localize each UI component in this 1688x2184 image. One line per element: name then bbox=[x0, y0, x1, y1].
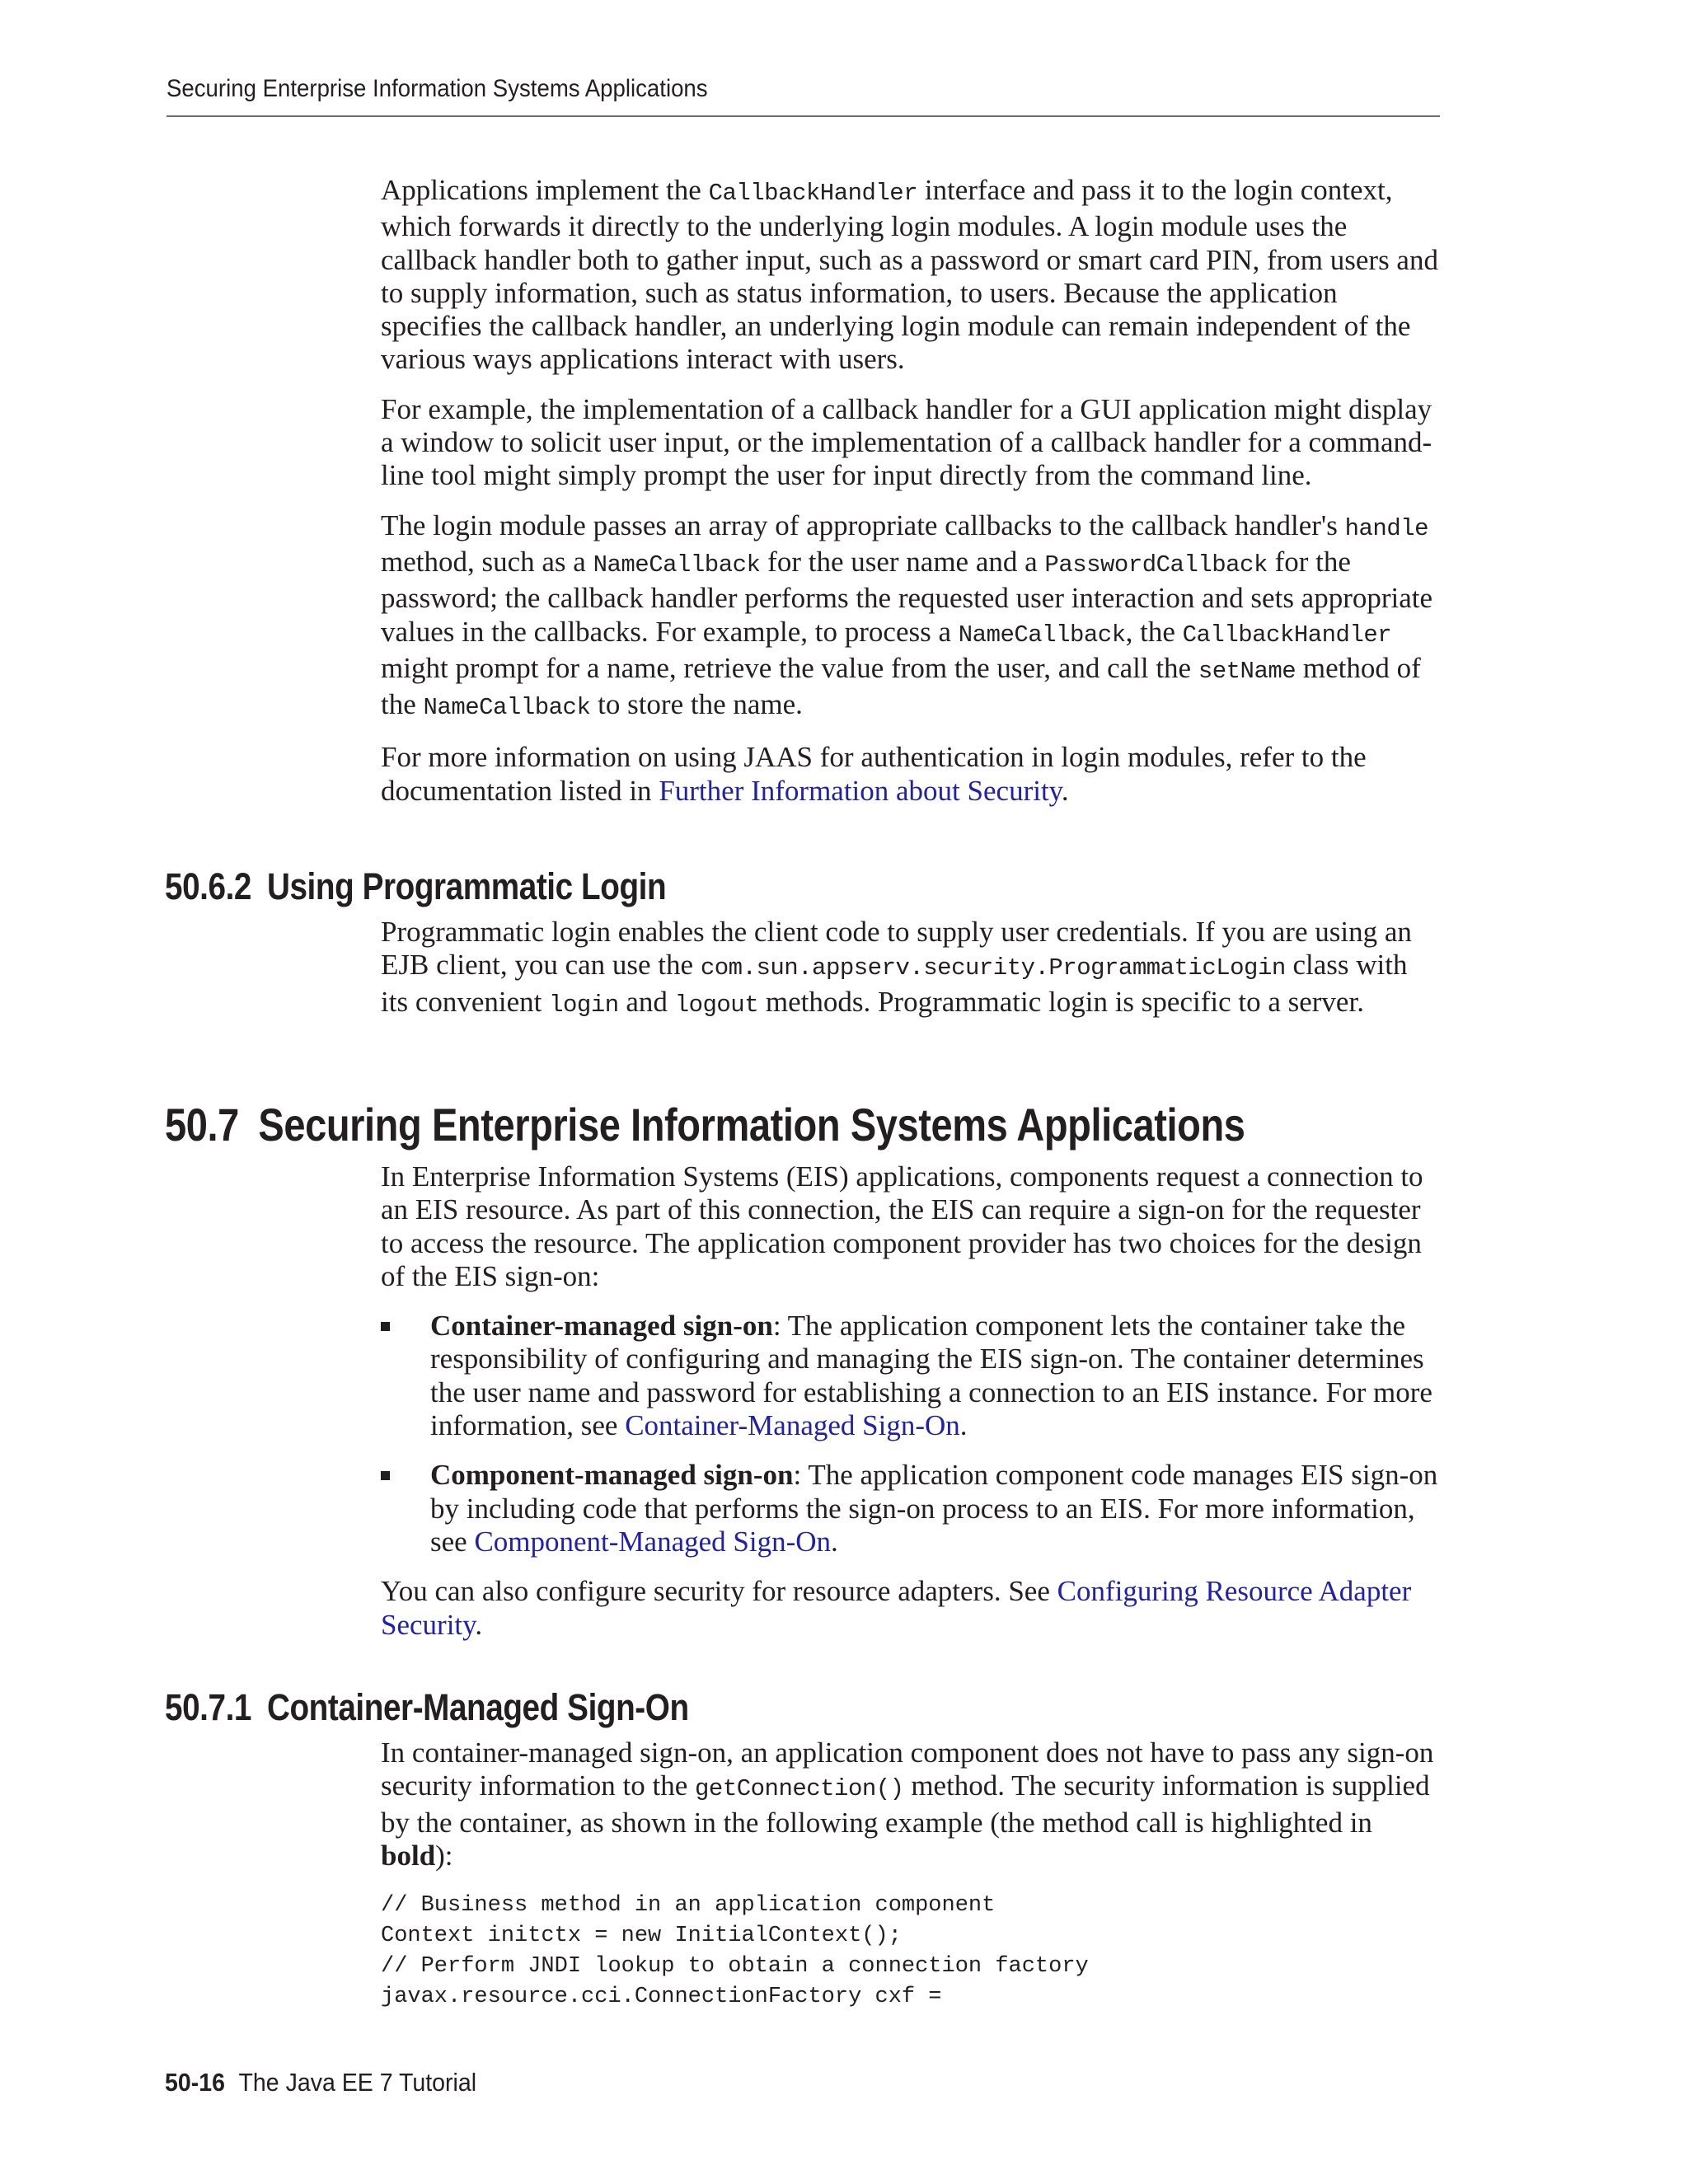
intro-section bbox=[381, 174, 1440, 808]
bullet-icon bbox=[381, 1322, 390, 1331]
eis-paragraph-2: You can also configure security for resource adapters. See Configuring Resource Adapter Security. bbox=[381, 1575, 1412, 1641]
intro-paragraph-3: The login module passes an array of appropriate callbacks to the callback handler's handle method, such as a NameCallback for the user name and a PasswordCallback for the password; the callback handler performs the requested user interaction and sets appropriate values in the callbacks. For example, to process a NameCallback, the CallbackHandler might prompt for a name, retrieve the value from the user, and call the setName method of the NameCallback to store the name. bbox=[381, 509, 1433, 722]
heading-50-7: 50.7 Securing Enterprise Information Systems Applications bbox=[165, 1099, 1245, 1151]
running-header: Securing Enterprise Information Systems Applications bbox=[166, 75, 708, 102]
intro-paragraph-2: For example, the implementation of a callback handler for a GUI application might display a window to solicit user input, or the implementation of a callback handler for a command-line tool might simply prompt the user for input directly from the command line. bbox=[381, 392, 1432, 492]
code-line: // Business method in an application component bbox=[381, 1893, 996, 1918]
list-item-component-managed: Component-managed sign-on: The application component code manages EIS sign-on by including code that performs the sign-on process to an EIS. For more information, see Component-Managed Sign-On. bbox=[381, 1459, 1440, 1558]
page-number: 50-16 bbox=[165, 2068, 225, 2097]
link-component-managed-sign-on[interactable]: Component-Managed Sign-On bbox=[474, 1525, 832, 1558]
link-further-information-security[interactable]: Further Information about Security bbox=[659, 774, 1062, 807]
code-callbackhandler: CallbackHandler bbox=[708, 180, 918, 207]
intro-paragraph-1: Applications implement the CallbackHandler interface and pass it to the login context, which forwards it directly to the underlying login modules. A login module uses the callback handler both to gather input, such as a password or smart card PIN, from users and to supply information, such as status information, to users. Because the application specifies the callback handler, an underlying login module can remain independent of the various ways applications interact with users. bbox=[381, 174, 1438, 376]
container-managed-paragraph: In container-managed sign-on, an application component does not have to pass any sign-on security information to the getConnection() method. The security information is supplied by the container, as shown in the following example (the method call is highlighted in bold): bbox=[381, 1736, 1434, 1872]
page-footer bbox=[165, 2067, 476, 2098]
header-rule bbox=[166, 115, 1440, 117]
link-configuring-resource-adapter-security[interactable]: Configuring Resource Adapter Security bbox=[381, 1575, 1412, 1641]
code-line: Context initctx = new InitialContext(); bbox=[381, 1924, 902, 1948]
book-title: The Java EE 7 Tutorial bbox=[238, 2068, 477, 2097]
link-container-managed-sign-on[interactable]: Container-Managed Sign-On bbox=[625, 1409, 960, 1442]
heading-50-6-2: 50.6.2 Using Programmatic Login bbox=[165, 865, 667, 907]
section-container-managed-sign-on bbox=[381, 1736, 1440, 1872]
section-programmatic-login bbox=[381, 916, 1440, 1022]
intro-paragraph-4: For more information on using JAAS for authentication in login modules, refer to the documentation listed in Further Information about Security. bbox=[381, 741, 1367, 807]
signon-choices-list bbox=[381, 1310, 1440, 1558]
eis-paragraph-1: In Enterprise Information Systems (EIS) applications, components request a connection to an EIS resource. As part of this connection, the EIS can require a sign-on for the requester to access the resource. The application component provider has two choices for the design of the EIS sign-on: bbox=[381, 1160, 1423, 1292]
section-securing-eis bbox=[381, 1160, 1440, 1642]
code-example bbox=[381, 1891, 1440, 2013]
code-line: javax.resource.cci.ConnectionFactory cxf = bbox=[381, 1985, 942, 2009]
heading-50-7-1: 50.7.1 Container-Managed Sign-On bbox=[165, 1686, 689, 1728]
bullet-icon bbox=[381, 1471, 390, 1480]
list-item-container-managed: Container-managed sign-on: The application component lets the container take the responsibility of configuring and managing the EIS sign-on. The container determines the user name and password for establishing a connection to an EIS instance. For more information, see Container-Managed Sign-On. bbox=[381, 1310, 1440, 1442]
programmatic-login-paragraph: Programmatic login enables the client code to supply user credentials. If you are using an EJB client, you can use the com.sun.appserv.security.ProgrammaticLogin class with its convenient login and logout methods. Programmatic login is specific to a server. bbox=[381, 916, 1412, 1019]
code-line: // Perform JNDI lookup to obtain a connection factory bbox=[381, 1954, 1089, 1979]
